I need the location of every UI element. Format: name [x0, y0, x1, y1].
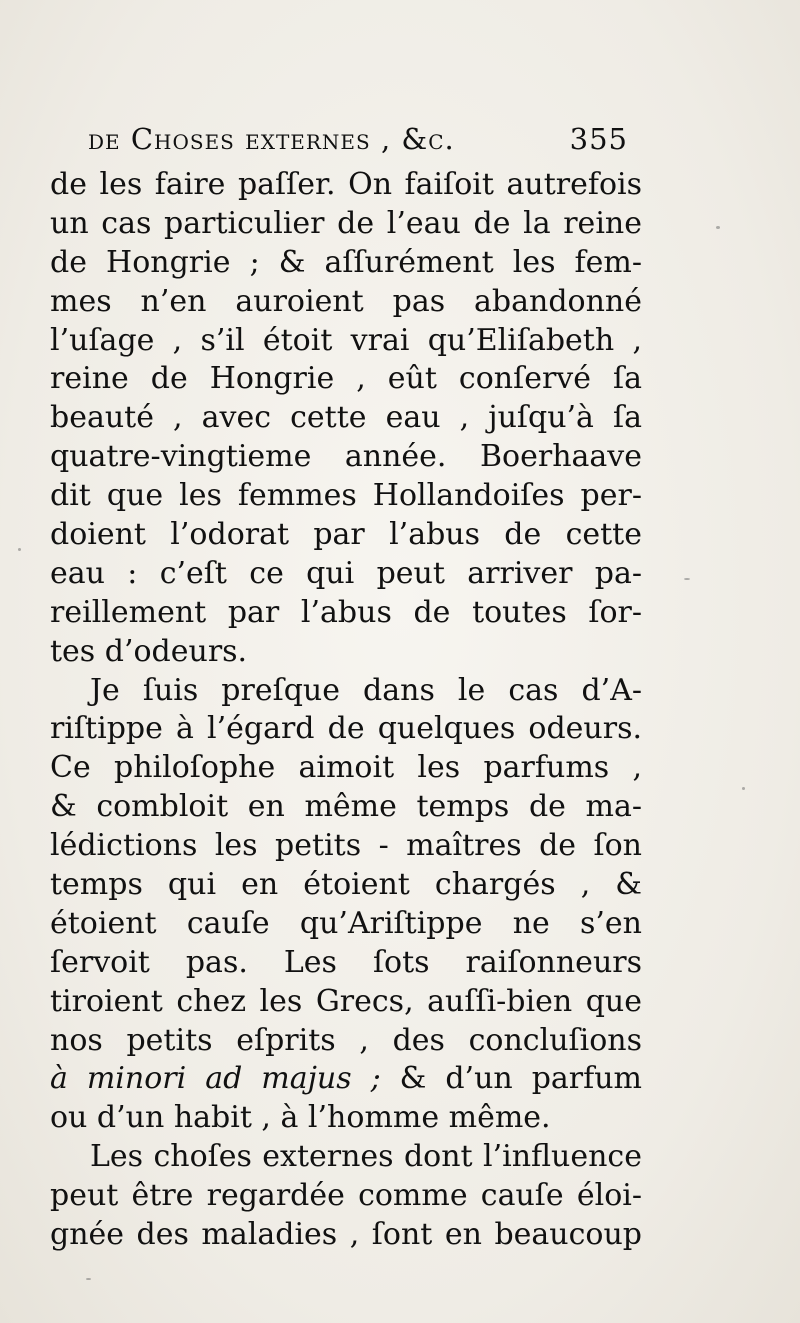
paper-speck — [18, 548, 21, 551]
text-line — [50, 1060, 642, 1099]
text-line: de Hongrie ; & aſſurément les fem- — [50, 244, 642, 280]
text-line: Je ſuis preſque dans le cas d’A- — [90, 672, 642, 708]
text-line: & combloit en même temps de ma- — [50, 789, 642, 825]
text-line: eau : c’eſt ce qui peut arriver pa- — [50, 555, 642, 591]
text-line: quatre-vingtieme année. Boerhaave — [50, 439, 642, 475]
body-text — [50, 166, 642, 1255]
text-line: doient l’odorat par l’abus de cette — [50, 517, 642, 553]
text-line: reine de Hongrie , eût conſervé ſa — [50, 361, 642, 397]
text-line: beauté , avec cette eau , juſqu’à ſa — [50, 400, 642, 436]
text-line: Les choſes externes dont l’influence — [90, 1139, 642, 1175]
running-title: de Choses externes , &c. — [88, 122, 455, 156]
running-header — [88, 122, 628, 166]
text-line: tiroient chez les Grecs, auſſi-bien que — [50, 983, 642, 1019]
text-line: mes n’en auroient pas abandonné — [50, 283, 642, 319]
text-line: lédictions les petits - maîtres de ſon — [50, 828, 642, 864]
text-line: étoient cauſe qu’Ariſtippe ne s’en — [50, 905, 642, 941]
text-line: nos petits eſprits , des concluſions — [50, 1022, 642, 1058]
text-line: gnée des maladies , ſont en beaucoup — [50, 1217, 642, 1253]
paper-speck — [742, 787, 745, 790]
text-line: ou d’un habit , à l’homme même. — [50, 1100, 551, 1136]
paper-speck — [86, 1278, 91, 1280]
text-line: tes d’odeurs. — [50, 633, 248, 669]
text-line: temps qui en étoient chargés , & — [50, 867, 642, 903]
text-line: reillement par l’abus de toutes ſor- — [50, 594, 642, 630]
text-line: l’uſage , s’il étoit vrai qu’Eliſabeth , — [50, 322, 642, 358]
text-line-rest: & d’un parfum — [380, 1061, 642, 1097]
paper-speck — [716, 226, 720, 229]
text-line: ſervoit pas. Les ſots raiſonneurs — [50, 944, 642, 980]
page-number: 355 — [569, 122, 628, 156]
paper-speck — [684, 578, 690, 580]
text-line: riſtippe à l’égard de quelques odeurs. — [50, 711, 642, 747]
latin-phrase: à minori ad majus ; — [50, 1061, 381, 1097]
text-line: un cas particulier de l’eau de la reine — [50, 205, 642, 241]
text-line: Ce philoſophe aimoit les parfums , — [50, 750, 642, 786]
text-line: peut être regardée comme cauſe éloi- — [50, 1178, 642, 1214]
text-line: de les faire paſſer. On faiſoit autrefois — [50, 167, 642, 202]
text-line: dit que les femmes Hollandoiſes per- — [50, 478, 642, 514]
